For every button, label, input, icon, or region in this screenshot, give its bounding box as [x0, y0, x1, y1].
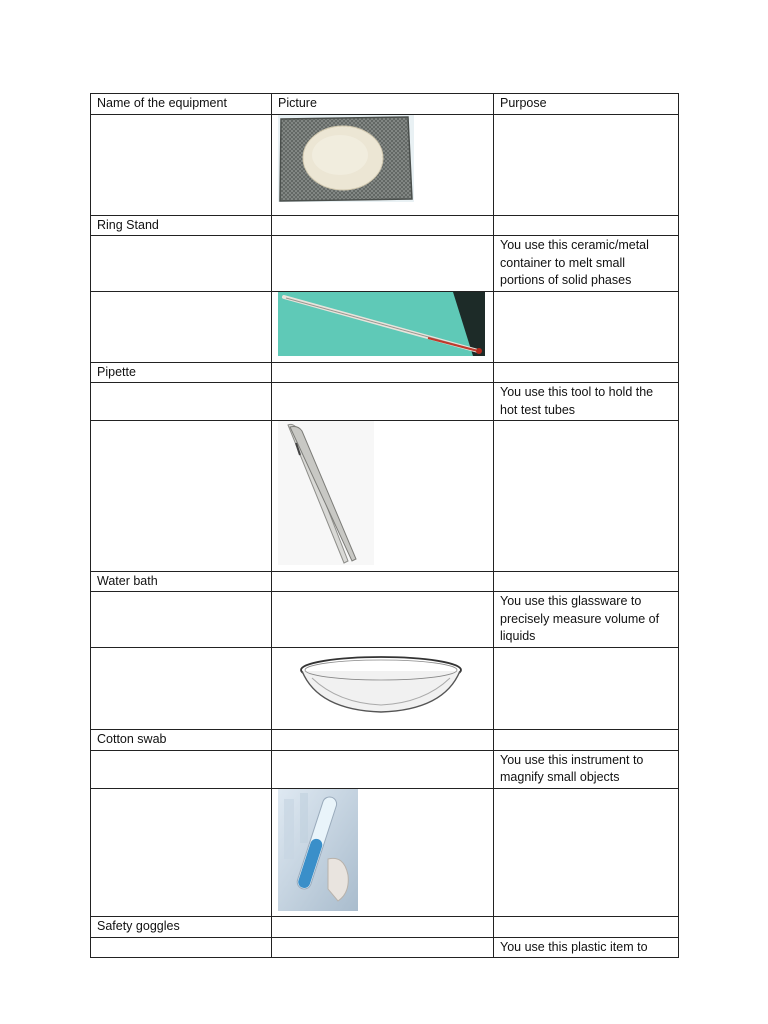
picture-cell — [272, 592, 494, 648]
table-row — [91, 917, 679, 938]
picture-cell — [272, 647, 494, 730]
picture-cell — [272, 114, 494, 215]
purpose-cell — [494, 362, 679, 383]
purpose-cell — [494, 114, 679, 215]
purpose-cell — [494, 917, 679, 938]
header-name: Name of the equipment — [91, 94, 272, 115]
picture-cell — [272, 291, 494, 362]
picture-cell — [272, 750, 494, 788]
test-tube-image — [278, 789, 358, 911]
table-row — [91, 362, 679, 383]
purpose-cell — [494, 571, 679, 592]
purpose-cell — [494, 291, 679, 362]
table-header-row — [91, 94, 679, 115]
purpose-cell — [494, 730, 679, 751]
table-row — [91, 291, 679, 362]
picture-cell — [272, 362, 494, 383]
name-cell — [91, 750, 272, 788]
picture-cell — [272, 571, 494, 592]
table-row — [91, 937, 679, 958]
purpose-cell: You use this instrument to magnify small objects — [494, 750, 679, 788]
purpose-cell: You use this tool to hold the hot test tubes — [494, 383, 679, 421]
purpose-cell: You use this ceramic/metal container to melt small portions of solid phases — [494, 236, 679, 292]
header-purpose: Purpose — [494, 94, 679, 115]
wire-gauze-image — [278, 115, 414, 202]
header-picture: Picture — [272, 94, 494, 115]
table-row — [91, 421, 679, 572]
table-row — [91, 236, 679, 292]
picture-cell — [272, 937, 494, 958]
name-cell — [91, 114, 272, 215]
watch-glass-image — [278, 648, 488, 724]
name-cell — [91, 383, 272, 421]
name-cell: Safety goggles — [91, 917, 272, 938]
equipment-table — [90, 93, 679, 958]
thermometer-image — [278, 292, 485, 356]
name-cell: Pipette — [91, 362, 272, 383]
purpose-cell — [494, 421, 679, 572]
forceps-image — [278, 421, 374, 565]
name-cell: Ring Stand — [91, 215, 272, 236]
purpose-cell — [494, 788, 679, 917]
table-row — [91, 750, 679, 788]
table-row — [91, 114, 679, 215]
name-cell — [91, 592, 272, 648]
picture-cell — [272, 730, 494, 751]
name-cell — [91, 937, 272, 958]
table-row — [91, 730, 679, 751]
picture-cell — [272, 421, 494, 572]
name-cell — [91, 788, 272, 917]
table-row — [91, 383, 679, 421]
table-row — [91, 592, 679, 648]
table-row — [91, 571, 679, 592]
name-cell — [91, 236, 272, 292]
name-cell — [91, 291, 272, 362]
purpose-cell: You use this plastic item to — [494, 937, 679, 958]
picture-cell — [272, 917, 494, 938]
purpose-cell — [494, 647, 679, 730]
name-cell: Cotton swab — [91, 730, 272, 751]
table-row — [91, 788, 679, 917]
picture-cell — [272, 788, 494, 917]
name-cell: Water bath — [91, 571, 272, 592]
purpose-cell — [494, 215, 679, 236]
table-row — [91, 647, 679, 730]
name-cell — [91, 421, 272, 572]
name-cell — [91, 647, 272, 730]
picture-cell — [272, 383, 494, 421]
table-row — [91, 215, 679, 236]
purpose-cell: You use this glassware to precisely measure volume of liquids — [494, 592, 679, 648]
picture-cell — [272, 236, 494, 292]
picture-cell — [272, 215, 494, 236]
